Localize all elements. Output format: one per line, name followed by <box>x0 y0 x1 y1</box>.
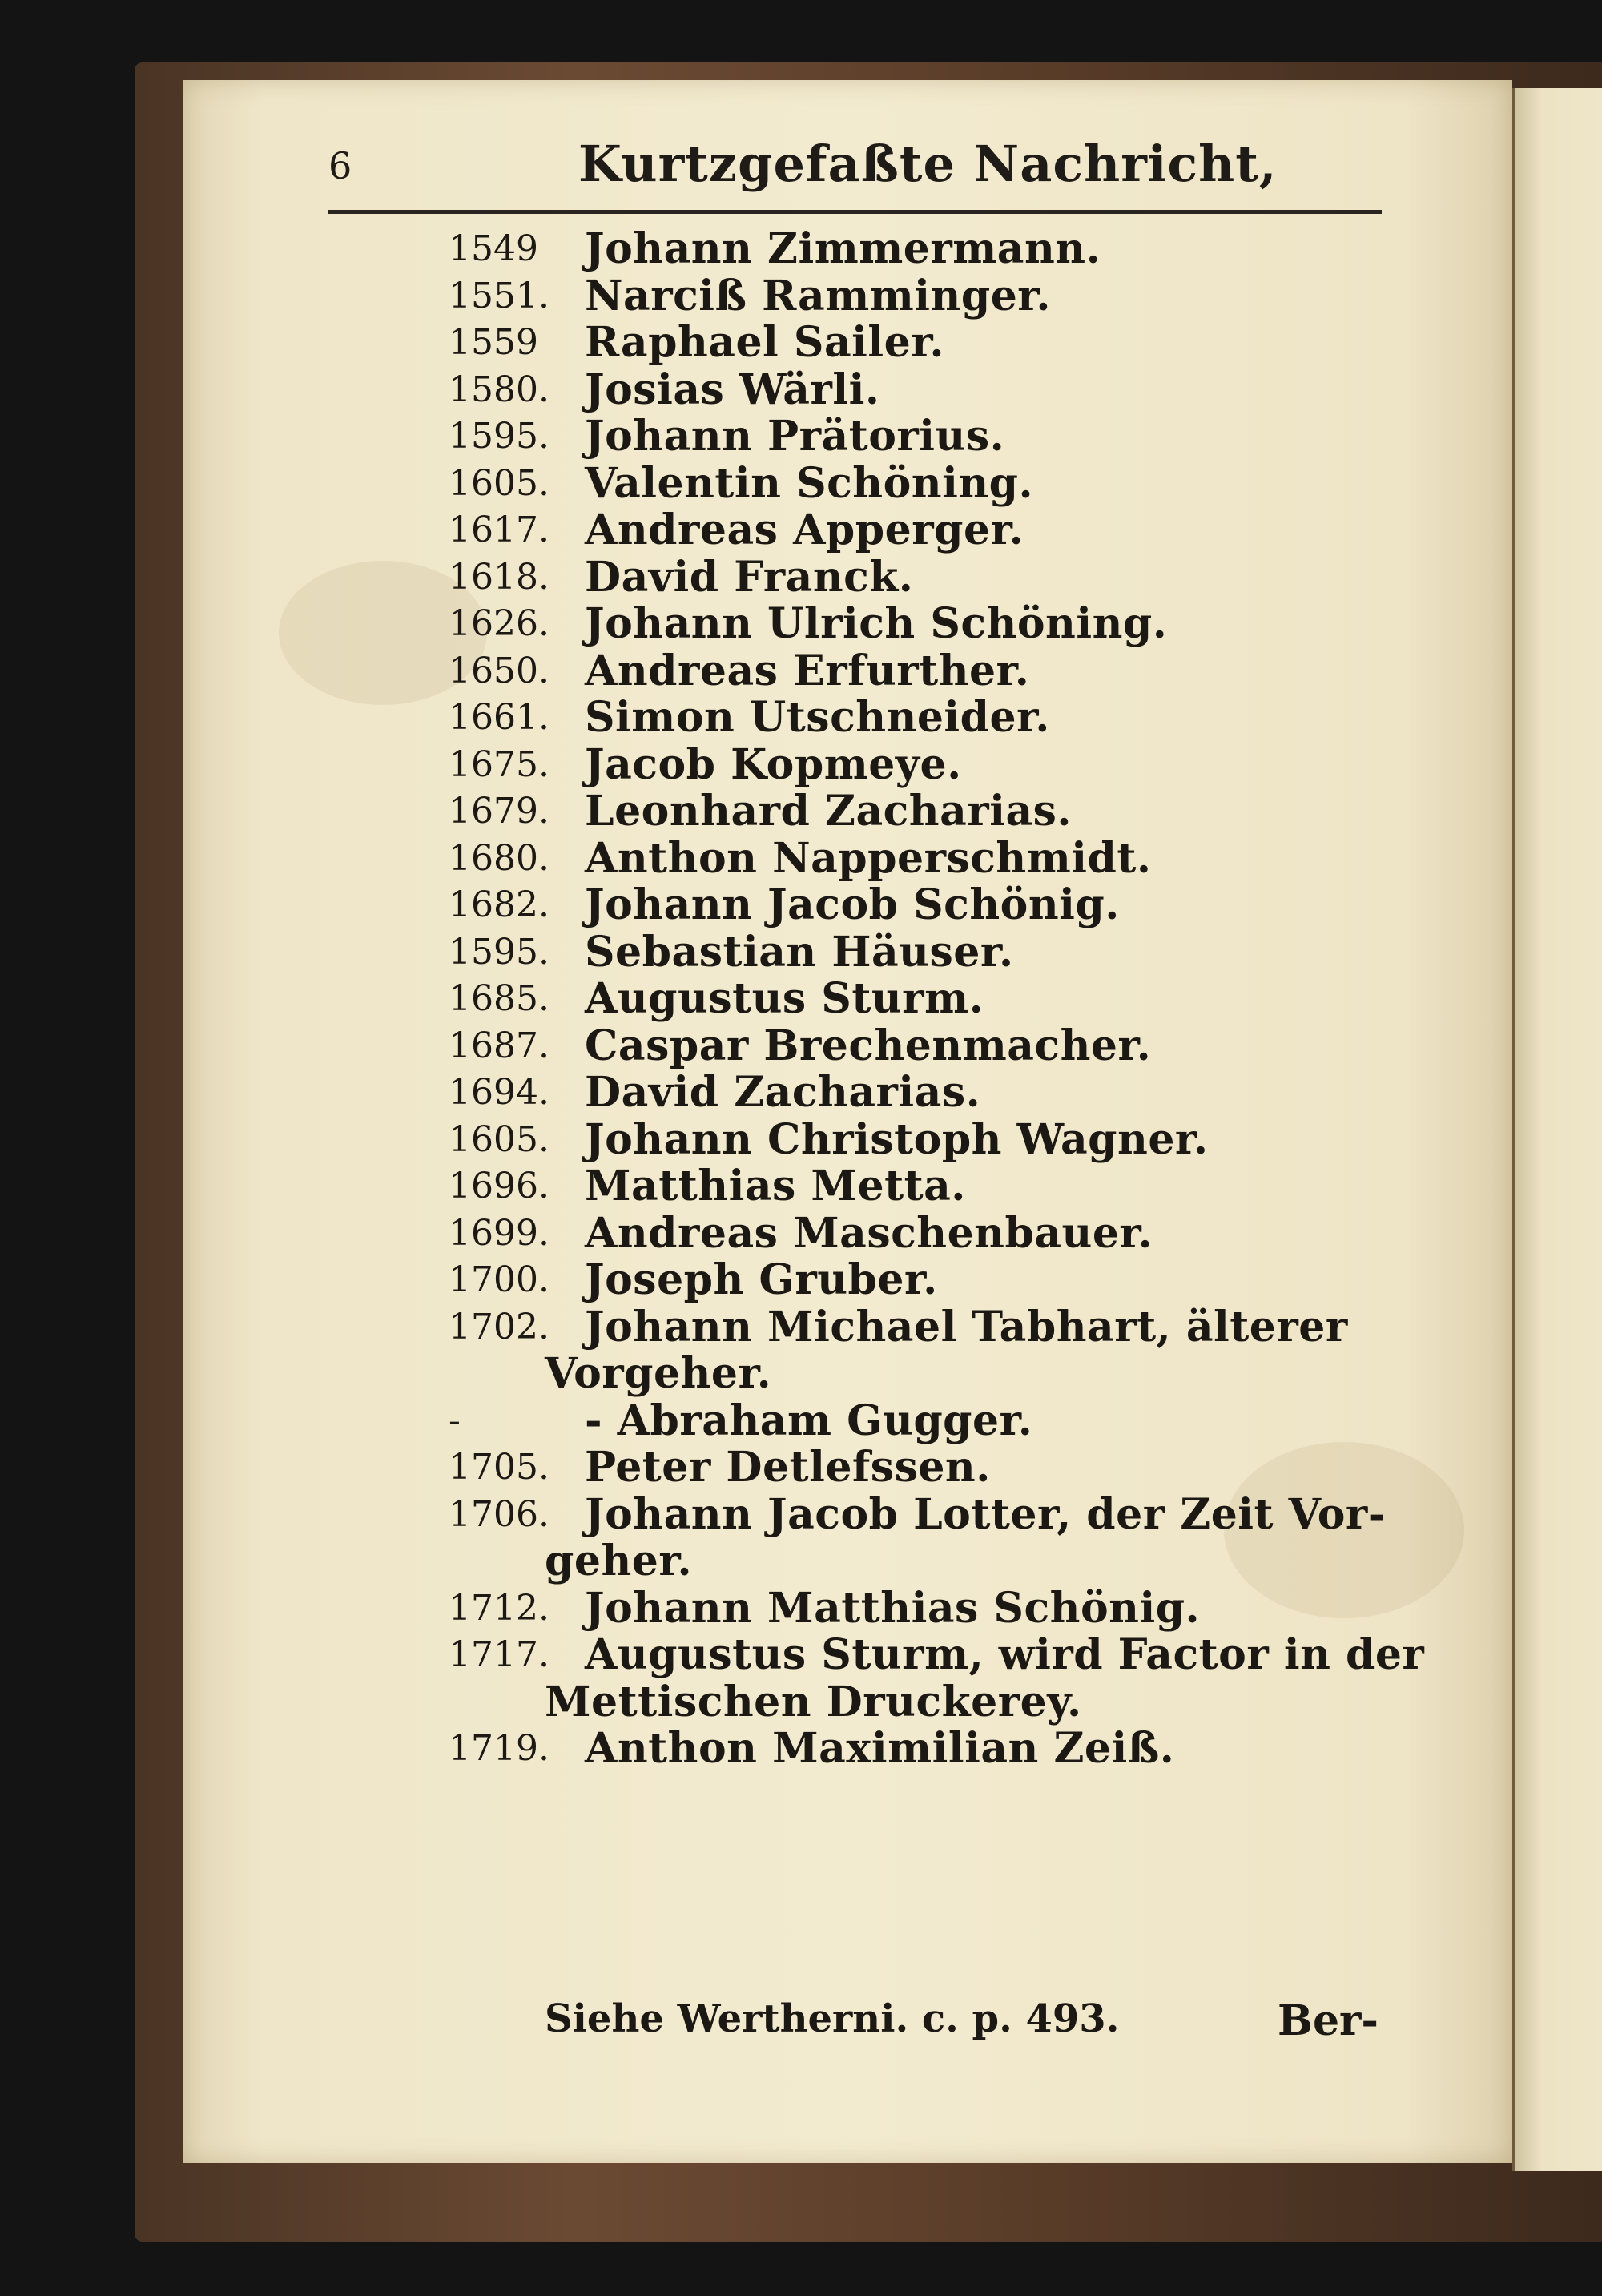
entry-name: Jacob Kopmeye. <box>585 739 962 789</box>
entry-name: Andreas Maschenbauer. <box>585 1208 1153 1258</box>
list-item <box>449 1679 1410 1726</box>
list-item <box>449 1069 1410 1117</box>
list-item <box>449 1023 1410 1070</box>
entry-name: Andreas Apperger. <box>585 506 1024 554</box>
list-item <box>449 833 1410 883</box>
entry-name: Peter Detlefssen. <box>585 1443 991 1492</box>
entry-name: Narciß Ramminger. <box>585 271 1052 320</box>
entry-name: Johann Michael Tabhart, älterer <box>585 1302 1348 1351</box>
list-item <box>449 226 1410 273</box>
entry-name: David Franck. <box>585 552 914 602</box>
entry-name: Andreas Erfurther. <box>585 646 1030 695</box>
entry-year: 1717. <box>449 1634 549 1675</box>
list-item <box>449 1630 1425 1679</box>
entry-name: Anthon Napperschmidt. <box>585 833 1152 883</box>
list-item <box>449 739 1410 789</box>
list-item <box>449 1398 1410 1445</box>
list-item <box>449 1538 1410 1585</box>
page-number: 6 <box>328 144 352 187</box>
entry-year: 1617. <box>449 510 549 550</box>
entry-name: Johann Jacob Lotter, der Zeit Vor- <box>585 1489 1386 1539</box>
entry-name: Johann Jacob Schönig. <box>585 880 1120 929</box>
list-item <box>449 695 1410 742</box>
list-item <box>449 788 1410 836</box>
entry-year: 1685. <box>449 978 549 1019</box>
entry-year: 1595. <box>449 931 549 973</box>
entry-name: Johann Zimmermann. <box>585 224 1101 273</box>
footnote: Siehe Wertherni. c. p. 493. <box>545 1996 1120 2041</box>
entry-year: 1580. <box>449 369 549 410</box>
list-item <box>449 273 1410 320</box>
entry-year: 1699. <box>449 1212 549 1254</box>
entry-name: Caspar Brechenmacher. <box>585 1021 1152 1070</box>
page-header <box>328 120 1386 200</box>
entry-name: David Zacharias. <box>585 1068 981 1117</box>
entry-name: Simon Utschneider. <box>585 693 1050 742</box>
entry-year: 1712. <box>449 1587 549 1629</box>
list-item <box>449 1585 1410 1633</box>
list-item <box>449 1444 1410 1492</box>
facing-page-edge <box>1512 88 1602 2171</box>
entry-year: 1549 <box>449 228 538 269</box>
list-item <box>449 507 1410 554</box>
list-item <box>449 320 1410 367</box>
entry-year: 1605. <box>449 1118 549 1160</box>
list-item <box>449 367 1410 414</box>
entry-list <box>449 224 1425 1773</box>
header-rule <box>328 210 1382 214</box>
entry-name: Augustus Sturm, wird Factor in der <box>585 1630 1425 1679</box>
entry-year: 1687. <box>449 1025 549 1066</box>
list-item <box>449 601 1410 648</box>
entry-year: 1680. <box>449 837 549 879</box>
entry-year: 1682. <box>449 884 549 925</box>
entry-year: 1618. <box>449 556 549 598</box>
entry-year: 1626. <box>449 603 549 644</box>
entry-year: 1694. <box>449 1072 549 1113</box>
list-item <box>449 976 1410 1023</box>
entry-name: Johann Prätorius. <box>585 412 1005 461</box>
list-item <box>449 929 1410 977</box>
entry-year: 1595. <box>449 416 549 457</box>
entry-year: 1719. <box>449 1728 549 1769</box>
entry-name: Raphael Sailer. <box>585 318 944 367</box>
entry-year: 1700. <box>449 1259 549 1300</box>
list-item <box>449 1210 1410 1258</box>
entry-year: 1661. <box>449 697 549 738</box>
entry-year: 1696. <box>449 1166 549 1206</box>
entry-year: - <box>449 1400 461 1441</box>
entry-year: 1559 <box>449 322 538 363</box>
list-item <box>449 554 1410 602</box>
list-item <box>449 1257 1410 1304</box>
entry-year: 1605. <box>449 462 549 504</box>
entry-name: Johann Ulrich Schöning. <box>585 599 1168 648</box>
list-item <box>449 413 1410 461</box>
entry-name: Matthias Metta. <box>585 1162 966 1210</box>
entry-name: - Abraham Gugger. <box>585 1396 1033 1445</box>
entry-name: Vorgeher. <box>545 1349 772 1398</box>
entry-year: 1679. <box>449 791 549 832</box>
list-item <box>449 1304 1410 1351</box>
entry-name: Mettischen Druckerey. <box>545 1677 1082 1726</box>
entry-year: 1705. <box>449 1447 549 1488</box>
entry-year: 1706. <box>449 1493 549 1535</box>
list-item <box>449 1489 1410 1539</box>
entry-year: 1650. <box>449 650 549 691</box>
entry-name: Leonhard Zacharias. <box>585 787 1073 836</box>
list-item <box>449 1351 1410 1398</box>
entry-name: Anthon Maximilian Zeiß. <box>585 1724 1175 1773</box>
list-item <box>449 1163 1410 1210</box>
entry-name: Augustus Sturm. <box>585 974 984 1023</box>
entry-name: Josias Wärli. <box>585 365 880 414</box>
entry-name: geher. <box>545 1537 693 1585</box>
entry-year: 1675. <box>449 743 549 785</box>
list-item <box>449 648 1410 695</box>
list-item <box>449 458 1410 508</box>
list-item <box>449 1726 1410 1773</box>
list-item <box>449 882 1410 929</box>
entry-name: Johann Matthias Schönig. <box>585 1583 1201 1633</box>
entry-year: 1551. <box>449 275 549 316</box>
entry-name: Johann Christoph Wagner. <box>585 1114 1209 1164</box>
entry-year: 1702. <box>449 1306 549 1347</box>
entry-name: Valentin Schöning. <box>585 458 1034 508</box>
catchword: Ber- <box>1278 1996 1379 2045</box>
running-title: Kurtzgefaßte Nachricht, <box>578 135 1278 193</box>
entry-name: Sebastian Häuser. <box>585 927 1014 977</box>
list-item <box>449 1114 1410 1164</box>
entry-name: Joseph Gruber. <box>585 1255 938 1304</box>
